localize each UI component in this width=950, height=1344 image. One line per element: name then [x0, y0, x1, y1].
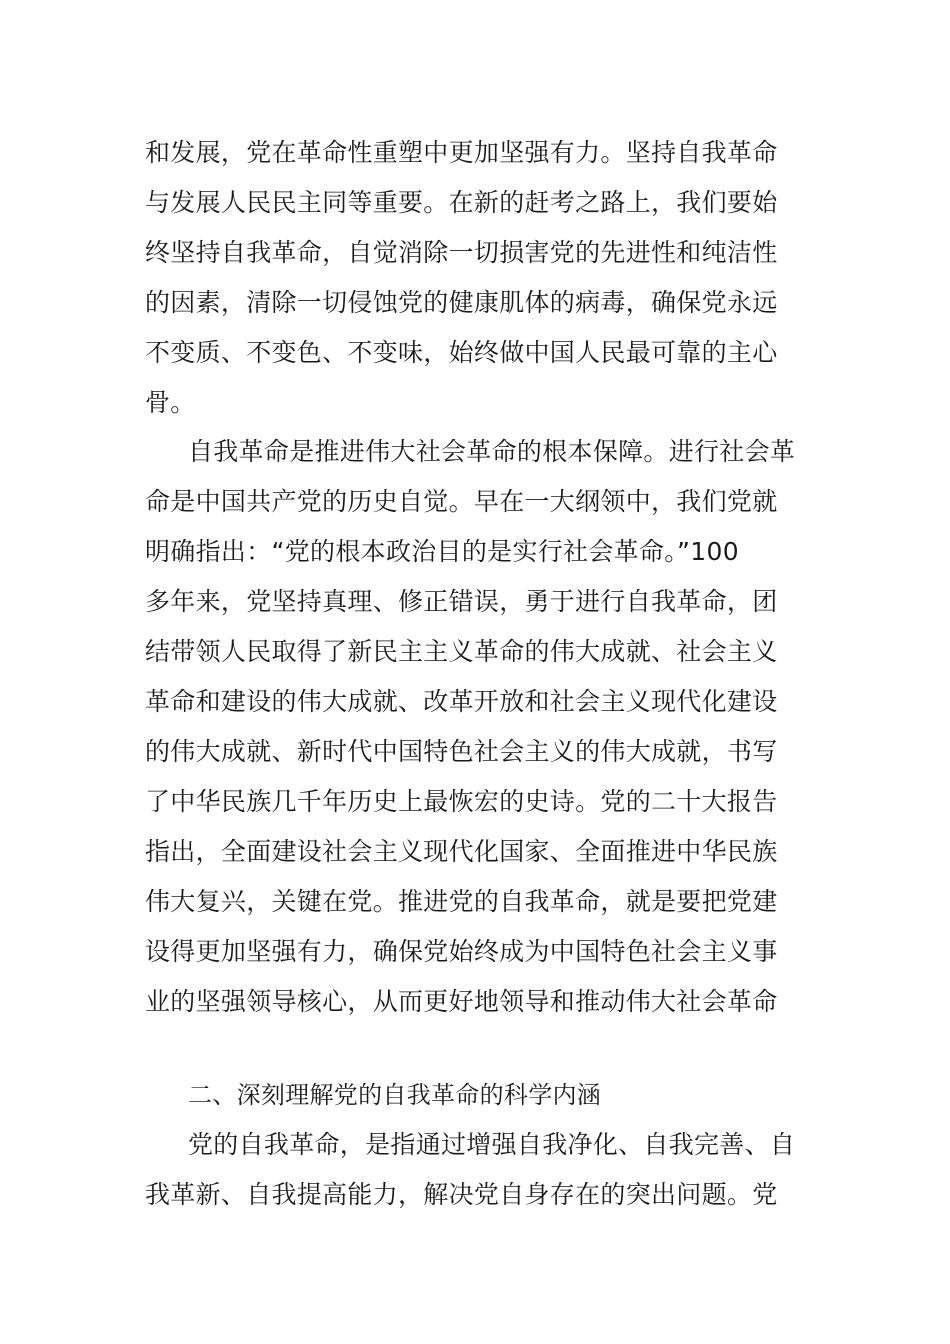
text-line: 多年来，党坚持真理、修正错误，勇于进行自我革命，团 [145, 587, 778, 616]
text-line: 伟大复兴，关键在党。推进党的自我革命，就是要把党建 [145, 887, 778, 916]
text-line: 革命和建设的伟大成就、改革开放和社会主义现代化建设 [145, 687, 778, 716]
text-line: 不变质、不变色、不变味，始终做中国人民最可靠的主心 [145, 338, 778, 367]
text-line: 设得更加坚强有力，确保党始终成为中国特色社会主义事 [145, 937, 778, 966]
text-line: 的因素，清除一切侵蚀党的健康肌体的病毒，确保党永远 [145, 288, 778, 317]
text-line: 明确指出：“党的根本政治目的是实行社会革命。”100 [145, 537, 739, 566]
text-line: 了中华民族几千年历史上最恢宏的史诗。党的二十大报告 [145, 787, 778, 816]
text-line: 结带领人民取得了新民主主义革命的伟大成就、社会主义 [145, 637, 778, 666]
text-line: 指出，全面建设社会主义现代化国家、全面推进中华民族 [145, 837, 778, 866]
text-line: 自我革命是推进伟大社会革命的根本保障。进行社会革 [188, 437, 796, 466]
text-line: 终坚持自我革命，自觉消除一切损害党的先进性和纯洁性 [145, 238, 778, 267]
text-line: 骨。 [145, 388, 196, 417]
text-line: 的伟大成就、新时代中国特色社会主义的伟大成就，书写 [145, 737, 778, 766]
text-line: 和发展，党在革命性重塑中更加坚强有力。坚持自我革命 [145, 138, 778, 167]
text-line: 与发展人民民主同等重要。在新的赶考之路上，我们要始 [145, 188, 778, 217]
section-heading: 二、深刻理解党的自我革命的科学内涵 [188, 1081, 602, 1109]
text-line: 业的坚强领导核心，从而更好地领导和推动伟大社会革命 [145, 987, 778, 1016]
text-line: 命是中国共产党的历史自觉。早在一大纲领中，我们党就 [145, 487, 778, 516]
text-line: 我革新、自我提高能力，解决党自身存在的突出问题。党 [145, 1180, 778, 1209]
text-line: 党的自我革命，是指通过增强自我净化、自我完善、自 [188, 1130, 796, 1159]
